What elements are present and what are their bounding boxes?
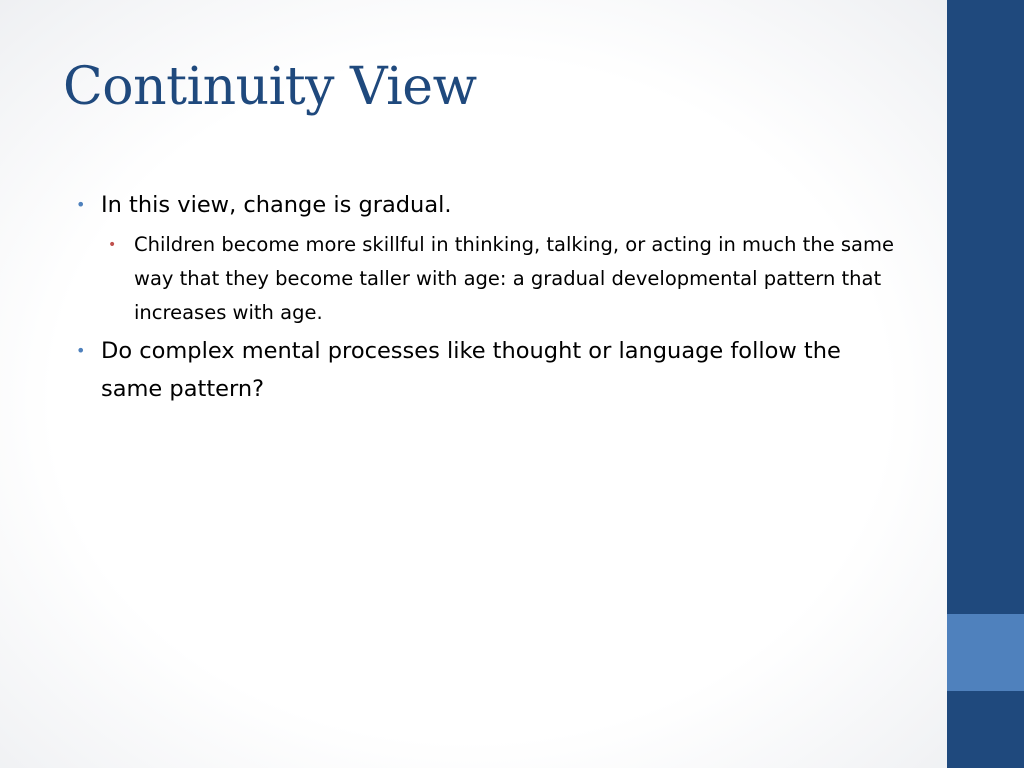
bullet-text: Do complex mental processes like thought or language follow the same pattern? (101, 338, 841, 402)
bullet-text: In this view, change is gradual. (101, 192, 452, 218)
slide-content (76, 186, 906, 412)
bullet-dot-icon: • (76, 341, 86, 360)
bullet-item (76, 332, 906, 408)
sub-bullet-item (76, 228, 906, 330)
side-bar-accent (947, 614, 1024, 691)
bullet-dot-icon: • (108, 237, 117, 253)
bullet-item (76, 186, 906, 224)
bullet-dot-icon: • (76, 195, 86, 214)
sub-bullet-text: Children become more skillful in thinking, talking, or acting in much the same way that they become taller with age: a gradual developmental pattern that increases with age. (134, 233, 894, 324)
slide-title: Continuity View (63, 57, 477, 117)
